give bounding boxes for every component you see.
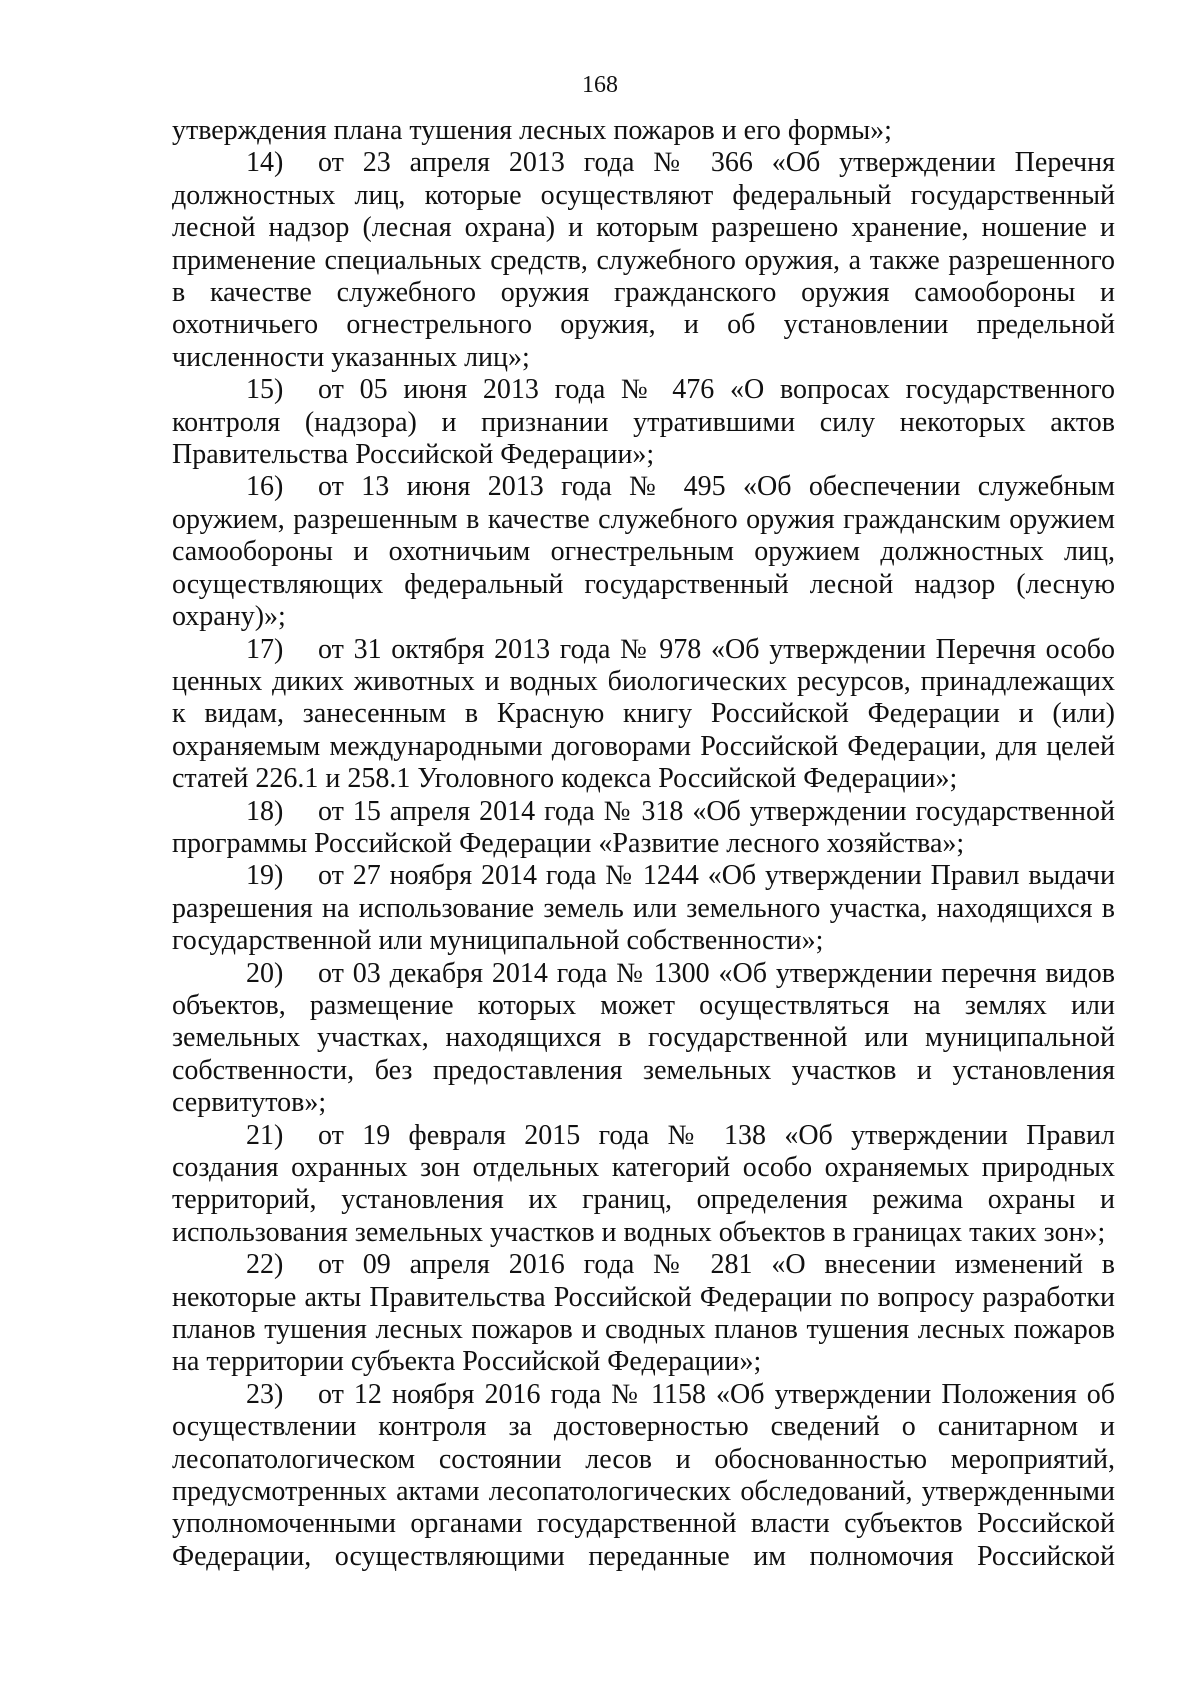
list-item-17	[172, 634, 1115, 796]
paragraph-text: от 05 июня 2013 года № 476 «О вопросах государственного контроля (надзора) и признании утратившими силу некоторых актов Правительства Российской Федерации»;	[172, 374, 1115, 471]
list-item-14	[172, 147, 1115, 374]
item-number: 23)	[246, 1378, 284, 1410]
item-number: 16)	[246, 471, 284, 503]
paragraph-text: от 15 апреля 2014 года № 318 «Об утверждении государственной программы Российской Федерации «Развитие лесного хозяйства»;	[172, 795, 1115, 859]
item-number: 22)	[246, 1249, 284, 1281]
list-item-22	[172, 1249, 1115, 1379]
list-item-21	[172, 1120, 1115, 1250]
list-item-18	[172, 796, 1115, 861]
paragraph-text: от 12 ноября 2016 года № 1158 «Об утверждении Положения об осуществлении контроля за достоверностью сведений о санитарном и лесопатологическом состоянии лесов и обоснованностью мероприятий, предусмотренных актами лесопатологических обследований, утвержденными уполномоченными органами государственной власти субъектов Российской Федерации, осуществляющими переданные им полномочия Российской	[172, 1378, 1115, 1572]
paragraph-text: утверждения плана тушения лесных пожаров и его формы»;	[172, 115, 892, 146]
paragraph-text: от 23 апреля 2013 года № 366 «Об утверждении Перечня должностных лиц, которые осуществляют федеральный государственный лесной надзор (лесная охрана) и которым разрешено хранение, ношение и применение специальных средств, служебного оружия, а также разрешенного в качестве служебного оружия гражданского оружия самообороны и охотничьего огнестрельного оружия, и об установлении предельной численности указанных лиц»;	[172, 147, 1115, 373]
list-item-23	[172, 1379, 1115, 1573]
item-number: 14)	[246, 147, 284, 179]
list-item-16	[172, 471, 1115, 633]
paragraph-text: от 09 апреля 2016 года № 281 «О внесении изменений в некоторые акты Правительства Российской Федерации по вопросу разработки планов тушения лесных пожаров и сводных планов тушения лесных пожаров на территории субъекта Российской Федерации»;	[172, 1249, 1115, 1378]
list-item-20	[172, 958, 1115, 1120]
item-number: 19)	[246, 860, 284, 892]
list-item-15	[172, 374, 1115, 471]
document-body	[172, 115, 1115, 1573]
paragraph-continuation	[172, 115, 1115, 147]
paragraph-text: от 19 февраля 2015 года № 138 «Об утверждении Правил создания охранных зон отдельных категорий особо охраняемых природных территорий, установления их границ, определения режима охраны и использования земельных участков и водных объектов в границах таких зон»;	[172, 1119, 1115, 1248]
item-number: 20)	[246, 957, 284, 989]
list-item-19	[172, 860, 1115, 957]
paragraph-text: от 31 октября 2013 года № 978 «Об утверждении Перечня особо ценных диких животных и водных биологических ресурсов, принадлежащих к видам, занесенным в Красную книгу Российской Федерации и (или) охраняемым международными договорами Российской Федерации, для целей статей 226.1 и 258.1 Уголовного кодекса Российской Федерации»;	[172, 633, 1115, 795]
paragraph-text: от 03 декабря 2014 года № 1300 «Об утверждении перечня видов объектов, размещение которых может осуществляться на землях или земельных участках, находящихся в государственной или муниципальной собственности, без предоставления земельных участков и установления сервитутов»;	[172, 957, 1115, 1119]
paragraph-text: от 13 июня 2013 года № 495 «Об обеспечении служебным оружием, разрешенным в качестве служебного оружия гражданским оружием самообороны и охотничьим огнестрельным оружием должностных лиц, осуществляющих федеральный государственный лесной надзор (лесную охрану)»;	[172, 471, 1115, 633]
page-number: 168	[582, 72, 618, 98]
item-number: 21)	[246, 1119, 284, 1151]
item-number: 15)	[246, 374, 284, 406]
paragraph-text: от 27 ноября 2014 года № 1244 «Об утверждении Правил выдачи разрешения на использование земель или земельного участка, находящихся в государственной или муниципальной собственности»;	[172, 860, 1115, 957]
item-number: 18)	[246, 795, 284, 827]
item-number: 17)	[246, 633, 284, 665]
